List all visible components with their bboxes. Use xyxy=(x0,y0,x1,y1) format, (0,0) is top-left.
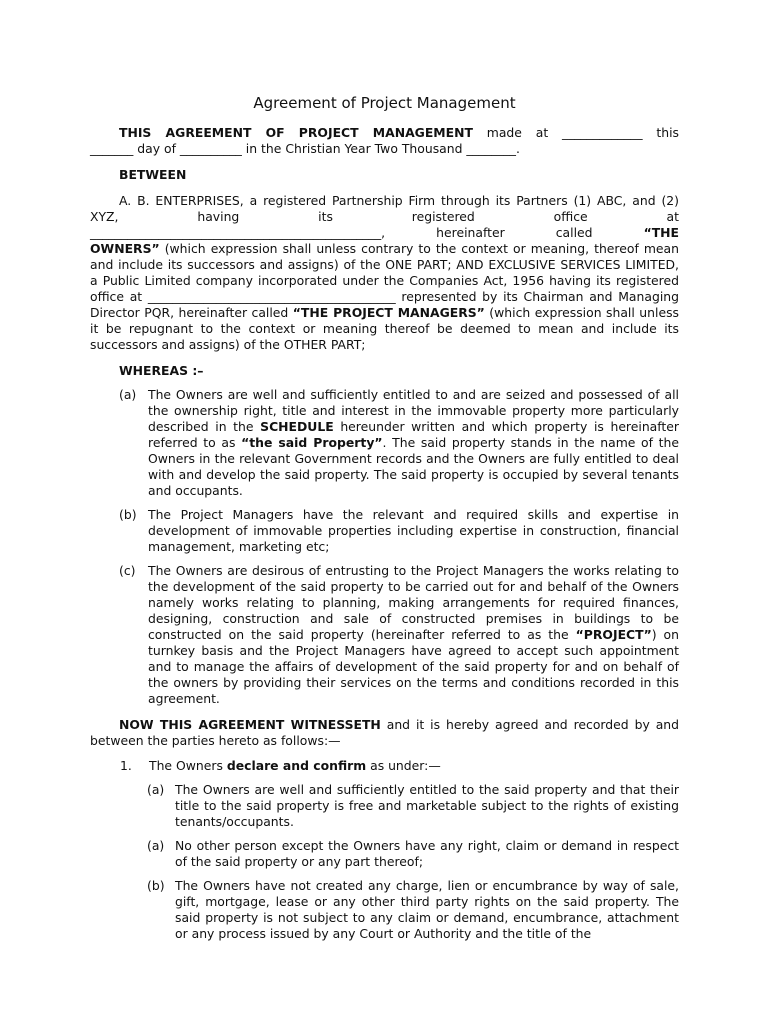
whereas-heading xyxy=(90,363,679,379)
intro-line-1 xyxy=(90,125,679,141)
clause-1 xyxy=(90,758,679,774)
parties-line-1: A. B. ENTERPRISES, a registered Partnership Firm through its Partners (1) ABC, and (2) XYZ, having its registered office at xyxy=(90,193,679,224)
subclause-2-mark: (a) xyxy=(147,838,165,853)
subclause-1-mark: (a) xyxy=(147,782,165,797)
subclause-1 xyxy=(90,782,679,830)
clause-1-mark: 1. xyxy=(120,758,132,773)
whereas-heading-text: WHEREAS :– xyxy=(119,363,204,378)
witnesseth-bold: NOW THIS AGREEMENT WITNESSETH xyxy=(119,717,381,732)
subclause-3-text: The Owners have not created any charge, lien or encumbrance by way of sale, gift, mortgage, lease or any other third party rights on the said property. The said property is not subject to any claim or demand, encumbrance, attachment or any process issued by any Court or Authority and the title of the xyxy=(175,878,679,941)
parties-blank: _______________________________________________, hereinafter called xyxy=(90,225,644,240)
parties-line-2 xyxy=(90,225,679,241)
clause-1-bold: declare and confirm xyxy=(226,758,367,773)
recital-b xyxy=(90,507,679,555)
recital-a-text xyxy=(148,387,679,499)
subclause-2 xyxy=(90,838,679,870)
subclause-2-text: No other person except the Owners have any right, claim or demand in respect of the said property or any part thereof; xyxy=(175,838,679,869)
owners-bold-1: “THE xyxy=(643,225,679,240)
project-managers-bold: “THE PROJECT MANAGERS” xyxy=(292,305,485,320)
recital-c-text xyxy=(148,563,679,707)
witnesseth-paragraph xyxy=(90,717,679,749)
recital-c xyxy=(90,563,679,707)
recital-a-bold-1: SCHEDULE xyxy=(260,419,334,434)
recital-b-text: The Project Managers have the relevant and required skills and expertise in development of immovable properties including expertise in construction, financial management, marketing etc; xyxy=(148,507,679,554)
recital-c-part-2: ) on turnkey basis and the Project Managers have agreed to accept such appointment and to manage the affairs of development of the said property for and on behalf of the owners by providing their services on the terms and conditions recorded in this agreement. xyxy=(148,627,679,706)
recital-c-bold-1: “PROJECT” xyxy=(575,627,652,642)
clause-1-lead: The Owners xyxy=(149,758,227,773)
intro-line-2: _______ day of __________ in the Christian Year Two Thousand ________. xyxy=(90,141,520,156)
subclause-1-text: The Owners are well and sufficiently entitled to the said property and that their title to the said property is free and marketable subject to the rights of existing tenants/occupants. xyxy=(175,782,679,829)
clause-1-rest: as under:— xyxy=(366,758,441,773)
recital-a-bold-2: “the said Property” xyxy=(241,435,383,450)
between-heading xyxy=(90,167,679,183)
recital-a-part-1: The Owners are well and sufficiently entitled to and are seized and possessed of all the ownership right, title and interest in the immovable property more particularly described in the xyxy=(148,387,679,434)
between-heading-text: BETWEEN xyxy=(119,167,187,182)
project-managers-rest: (which expression shall unless it be repugnant to the context or meaning thereof be deemed to mean and include its successors and assigns) of the OTHER PART; xyxy=(90,305,679,352)
recital-c-part-1: The Owners are desirous of entrusting to the Project Managers the works relating to the development of the said property to be carried out for and behalf of the Owners namely works relating to planning, making arrangements for required finances, designing, construction and sale of constructed premises in buildings to be constructed on the said property (hereinafter referred to as the xyxy=(148,563,679,642)
document-title: Agreement of Project Management xyxy=(253,94,516,112)
owners-rest: (which expression shall unless contrary to the context or meaning, thereof mean and include its successors and assigns) of the ONE PART; AND EXCLUSIVE SERVICES LIMITED, a Public Limited company incorporated under the Companies Act, 1956 having its registered office at ________________________________________ represented by its Chairman and Managing Director PQR, hereinafter called xyxy=(90,241,679,320)
clause-1-text xyxy=(149,758,441,774)
recital-a xyxy=(90,387,679,499)
recital-a-mark: (a) xyxy=(119,387,137,402)
recital-c-mark: (c) xyxy=(119,563,136,578)
witnesseth-rest: and it is hereby agreed and recorded by and between the parties hereto as follows:— xyxy=(90,717,680,748)
recital-a-part-2: hereunder written and which property is hereinafter referred to as xyxy=(148,419,679,450)
recital-a-part-3: . The said property stands in the name of the Owners in the relevant Government records and the Owners are fully entitled to deal with and develop the said property. The said property is occupied by several tenants and occupants. xyxy=(148,435,679,498)
owners-bold-2: OWNERS” xyxy=(90,241,160,256)
recital-b-mark: (b) xyxy=(119,507,137,522)
intro-line-1-rest: made at _____________ this xyxy=(472,125,679,140)
parties-body xyxy=(90,241,679,353)
subclause-3-mark: (b) xyxy=(147,878,165,893)
subclause-3 xyxy=(90,878,679,942)
intro-bold-lead: THIS AGREEMENT OF PROJECT MANAGEMENT xyxy=(119,125,473,140)
